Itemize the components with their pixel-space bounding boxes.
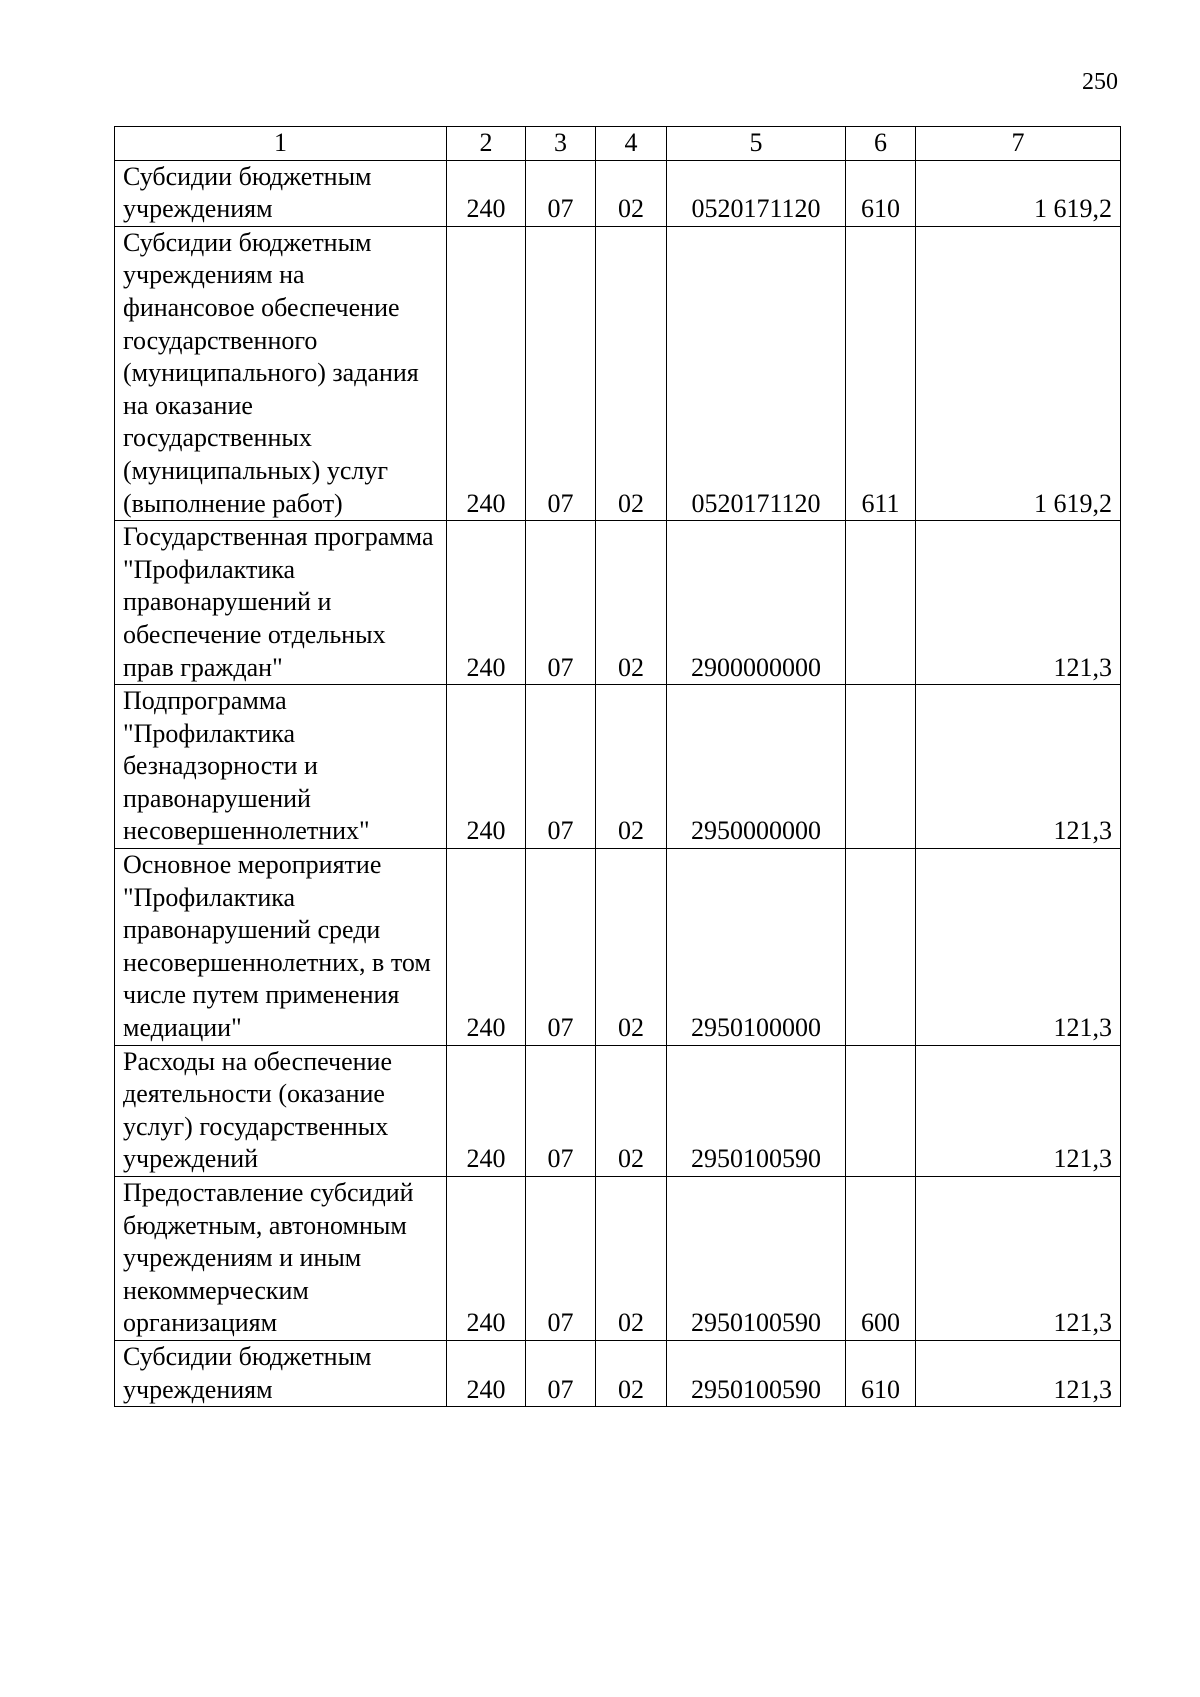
header-col-6: 6 — [846, 127, 916, 161]
row-col-5: 2950000000 — [667, 685, 846, 849]
row-col-2: 240 — [447, 849, 526, 1046]
row-col-5: 2950100590 — [667, 1340, 846, 1406]
row-col-6 — [846, 1045, 916, 1176]
header-col-5: 5 — [667, 127, 846, 161]
row-col-3: 07 — [526, 1177, 596, 1341]
row-amount: 121,3 — [916, 1177, 1121, 1341]
header-col-2: 2 — [447, 127, 526, 161]
table-row — [115, 849, 1121, 1046]
row-col-5: 2900000000 — [667, 521, 846, 685]
row-col-5: 2950100590 — [667, 1045, 846, 1176]
row-col-3: 07 — [526, 521, 596, 685]
row-col-6: 600 — [846, 1177, 916, 1341]
row-amount: 121,3 — [916, 1045, 1121, 1176]
row-amount: 121,3 — [916, 1340, 1121, 1406]
header-col-3: 3 — [526, 127, 596, 161]
row-name: Расходы на обеспечение деятельности (оказание услуг) государственных учреждений — [115, 1045, 447, 1176]
table-row — [115, 1177, 1121, 1341]
row-col-4: 02 — [596, 685, 667, 849]
row-col-2: 240 — [447, 685, 526, 849]
row-col-6 — [846, 685, 916, 849]
row-col-4: 02 — [596, 160, 667, 226]
row-name: Государственная программа "Профилактика правонарушений и обеспечение отдельных прав граждан" — [115, 521, 447, 685]
row-col-4: 02 — [596, 1045, 667, 1176]
row-col-4: 02 — [596, 1340, 667, 1406]
row-col-6: 610 — [846, 160, 916, 226]
row-col-2: 240 — [447, 1045, 526, 1176]
row-col-2: 240 — [447, 160, 526, 226]
row-name: Субсидии бюджетным учреждениям — [115, 1340, 447, 1406]
table-row — [115, 1340, 1121, 1406]
table-row — [115, 1045, 1121, 1176]
table-row — [115, 226, 1121, 520]
row-name: Субсидии бюджетным учреждениям на финансовое обеспечение государственного (муниципального) задания на оказание государственных (муниципальных) услуг (выполнение работ) — [115, 226, 447, 520]
header-col-7: 7 — [916, 127, 1121, 161]
row-col-5: 2950100590 — [667, 1177, 846, 1341]
table-row — [115, 160, 1121, 226]
row-name: Основное мероприятие "Профилактика правонарушений среди несовершеннолетних, в том числе путем применения медиации" — [115, 849, 447, 1046]
row-col-3: 07 — [526, 226, 596, 520]
row-col-4: 02 — [596, 521, 667, 685]
row-amount: 121,3 — [916, 521, 1121, 685]
row-name: Подпрограмма "Профилактика безнадзорности и правонарушений несовершеннолетних" — [115, 685, 447, 849]
row-col-3: 07 — [526, 160, 596, 226]
table-row — [115, 685, 1121, 849]
row-col-4: 02 — [596, 849, 667, 1046]
table-row — [115, 521, 1121, 685]
row-amount: 121,3 — [916, 849, 1121, 1046]
row-col-2: 240 — [447, 1177, 526, 1341]
row-amount: 121,3 — [916, 685, 1121, 849]
row-col-2: 240 — [447, 226, 526, 520]
row-col-3: 07 — [526, 1340, 596, 1406]
row-name: Предоставление субсидий бюджетным, автономным учреждениям и иным некоммерческим организациям — [115, 1177, 447, 1341]
header-col-1: 1 — [115, 127, 447, 161]
row-col-5: 2950100000 — [667, 849, 846, 1046]
row-col-4: 02 — [596, 1177, 667, 1341]
row-col-2: 240 — [447, 521, 526, 685]
row-col-2: 240 — [447, 1340, 526, 1406]
row-col-5: 0520171120 — [667, 226, 846, 520]
page-number: 250 — [1082, 69, 1118, 95]
row-col-6 — [846, 521, 916, 685]
row-col-6 — [846, 849, 916, 1046]
row-col-6: 610 — [846, 1340, 916, 1406]
row-col-4: 02 — [596, 226, 667, 520]
budget-table — [114, 126, 1121, 1407]
row-name: Субсидии бюджетным учреждениям — [115, 160, 447, 226]
row-col-6: 611 — [846, 226, 916, 520]
header-col-4: 4 — [596, 127, 667, 161]
row-col-3: 07 — [526, 1045, 596, 1176]
row-col-3: 07 — [526, 849, 596, 1046]
row-amount: 1 619,2 — [916, 226, 1121, 520]
header-row — [115, 127, 1121, 161]
row-amount: 1 619,2 — [916, 160, 1121, 226]
row-col-3: 07 — [526, 685, 596, 849]
row-col-5: 0520171120 — [667, 160, 846, 226]
